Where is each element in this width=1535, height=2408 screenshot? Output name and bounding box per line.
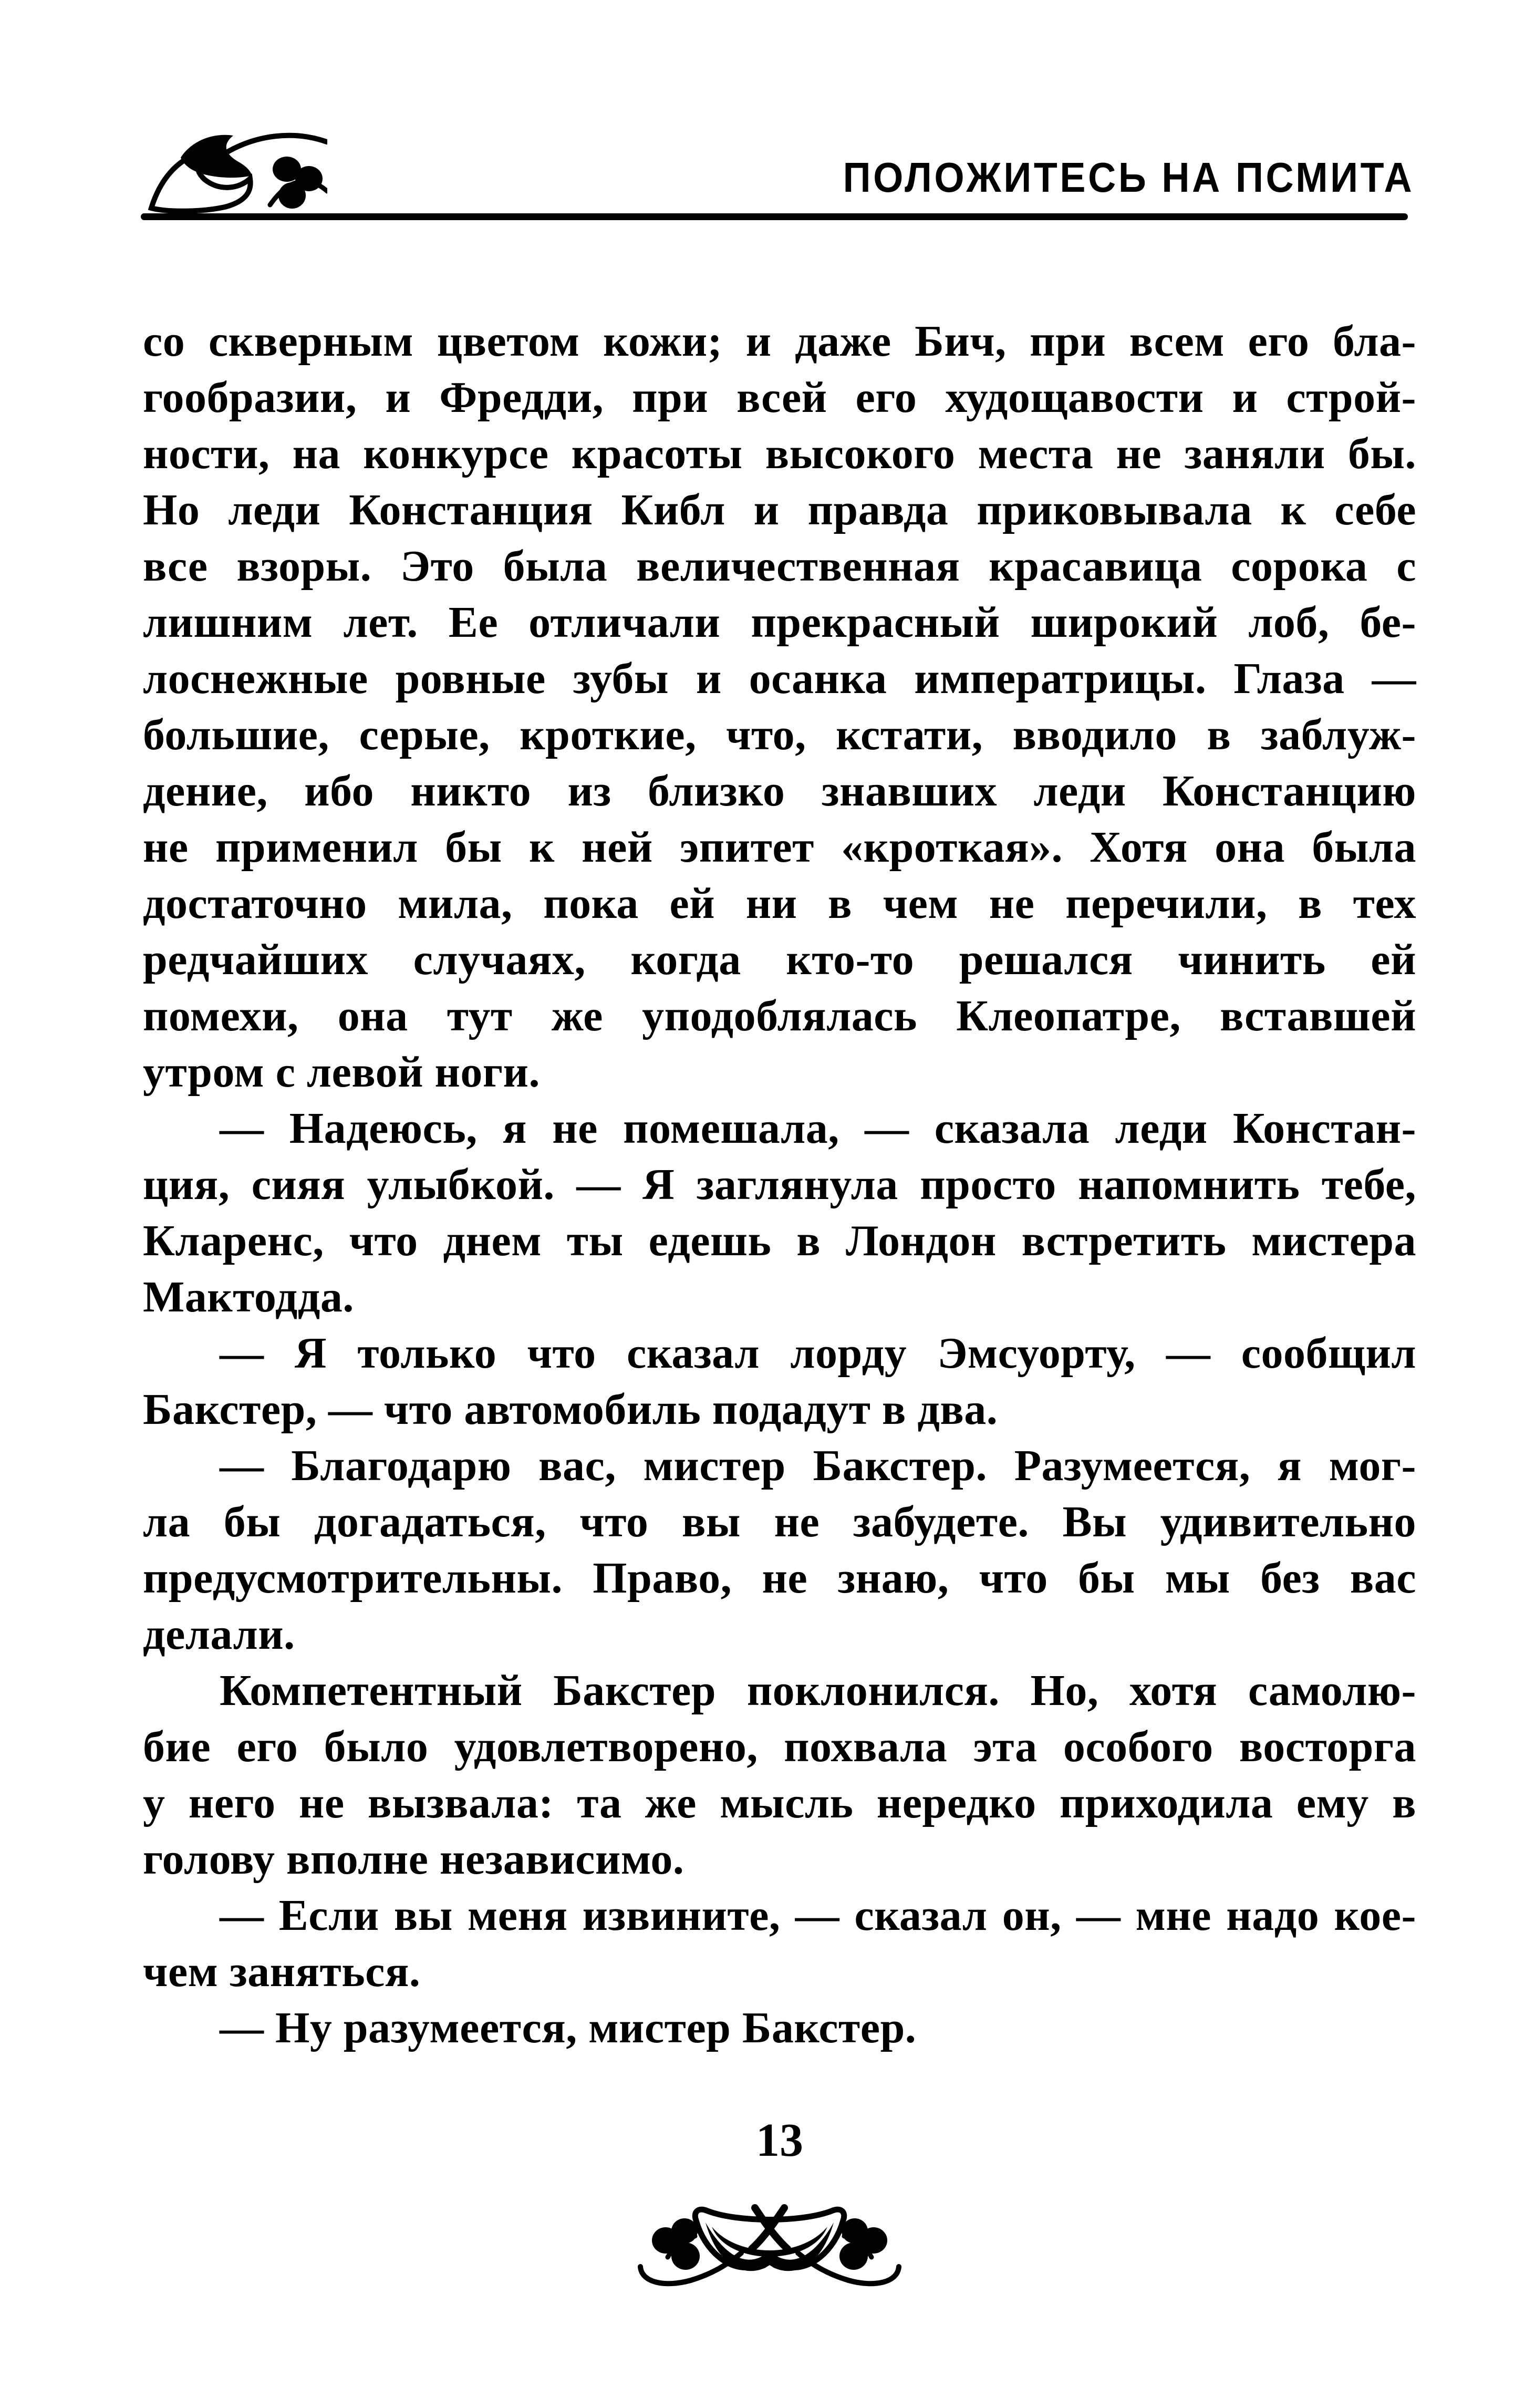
text-line: делали. bbox=[143, 1610, 295, 1659]
text-line: все взоры. Это была величественная красавица сорока с bbox=[143, 542, 1416, 591]
text-line: не применил бы к ней эпитет «кроткая». Хотя она была bbox=[143, 823, 1416, 872]
text-line: ла бы догадаться, что вы не забудете. Вы удивительно bbox=[143, 1497, 1416, 1546]
text-line: — Надеюсь, я не помешала, — сказала леди Констан- bbox=[220, 1104, 1416, 1153]
text-line: со скверным цветом кожи; и даже Бич, при всем его бла- bbox=[143, 317, 1416, 366]
text-line: утром с левой ноги. bbox=[143, 1048, 540, 1097]
body-text-block bbox=[143, 313, 1416, 2056]
text-line: дение, ибо никто из близко знавших леди Констанцию bbox=[143, 767, 1416, 815]
text-line: Бакстер, — что автомобиль подадут в два. bbox=[143, 1385, 998, 1434]
text-line: голову вполне независимо. bbox=[143, 1835, 684, 1884]
text-line: — Ну разумеется, мистер Бакстер. bbox=[220, 2003, 917, 2052]
text-line: лишним лет. Ее отличали прекрасный широкий лоб, бе- bbox=[143, 598, 1416, 647]
text-line: чем заняться. bbox=[143, 1947, 421, 1996]
text-line: достаточно мила, пока ей ни в чем не перечили, в тех bbox=[143, 879, 1416, 928]
running-head-title: ПОЛОЖИТЕСЬ НА ПСМИТА bbox=[843, 154, 1414, 201]
text-line: помехи, она тут же уподоблялась Клеопатре, вставшей bbox=[143, 991, 1416, 1040]
page-number: 13 bbox=[756, 2114, 803, 2166]
text-line: у него не вызвала: та же мысль нередко приходила ему в bbox=[143, 1779, 1416, 1827]
text-line: Компетентный Бакстер поклонился. Но, хотя самолю- bbox=[220, 1666, 1416, 1715]
text-line: большие, серые, кроткие, что, кстати, вводило в заблуж- bbox=[143, 710, 1416, 759]
text-line: Но леди Констанция Кибл и правда приковывала к себе bbox=[143, 485, 1416, 534]
text-line: лоснежные ровные зубы и осанка императрицы. Глаза — bbox=[143, 654, 1416, 703]
header-swash-leaf-ornament bbox=[146, 130, 327, 221]
text-line: бие его было удовлетворено, похвала эта особого восторга bbox=[143, 1722, 1416, 1771]
text-line: — Если вы меня извините, — сказал он, — мне надо кое- bbox=[220, 1891, 1416, 1940]
text-line: Мактодда. bbox=[143, 1273, 354, 1321]
text-line: гообразии, и Фредди, при всей его худощавости и строй- bbox=[143, 373, 1416, 422]
text-line: Кларенс, что днем ты едешь в Лондон встретить мистера bbox=[143, 1216, 1416, 1265]
header-rule bbox=[141, 213, 1408, 220]
text-line: — Я только что сказал лорду Эмсуорту, — сообщил bbox=[220, 1329, 1416, 1378]
footer-ribbon-leaf-ornament bbox=[633, 2190, 906, 2292]
text-line: ция, сияя улыбкой. — Я заглянула просто напомнить тебе, bbox=[143, 1160, 1416, 1209]
text-line: предусмотрительны. Право, не знаю, что бы мы без вас bbox=[143, 1554, 1416, 1603]
text-line: — Благодарю вас, мистер Бакстер. Разумеется, я мог- bbox=[220, 1441, 1416, 1490]
text-line: редчайших случаях, когда кто-то решался чинить ей bbox=[143, 935, 1416, 984]
text-line: ности, на конкурсе красоты высокого места не заняли бы. bbox=[143, 429, 1416, 478]
